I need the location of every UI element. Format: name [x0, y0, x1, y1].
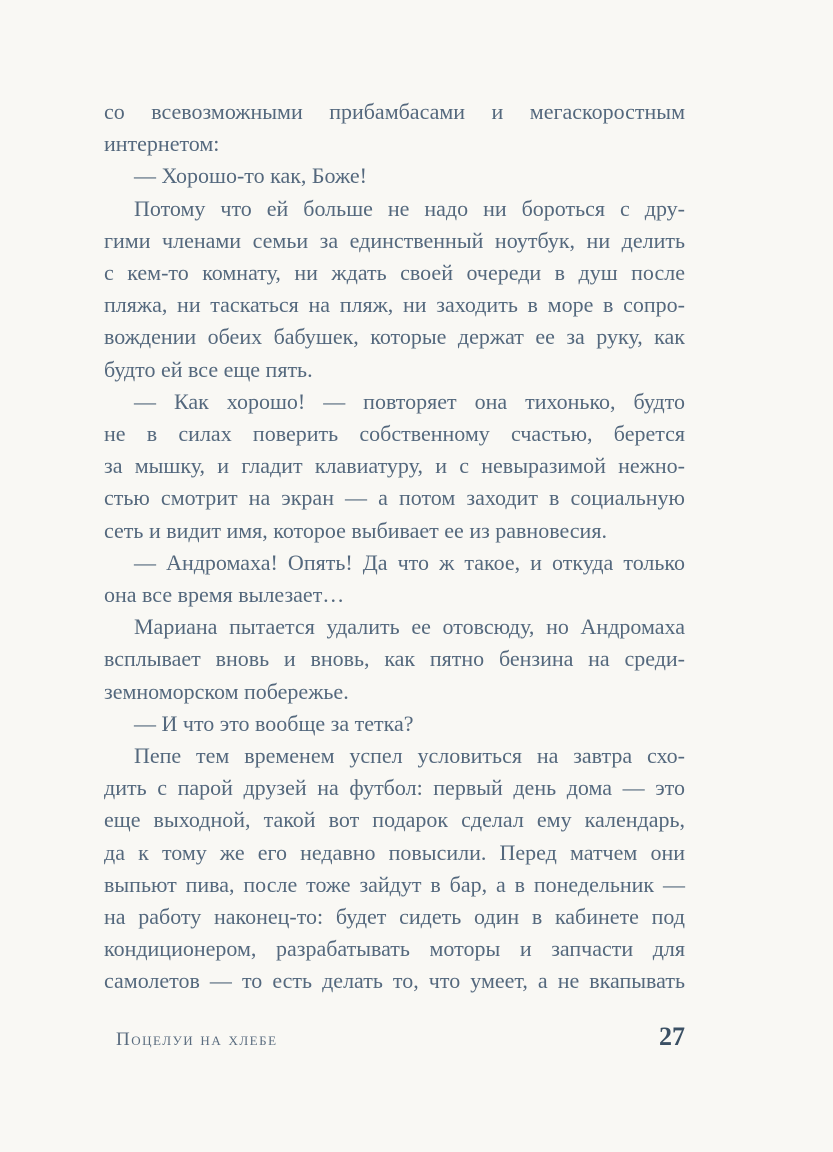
text-line: интернетом: [104, 131, 220, 157]
text-line: земноморском побережье. [104, 678, 349, 704]
page-number: 27 [659, 1022, 685, 1051]
text-line: да к тому же его недавно повысили. Перед матчем они [104, 839, 685, 865]
text-line: Мариана пытается удалить ее отовсюду, но Андромаха [134, 614, 685, 640]
text-line: сеть и видит имя, которое выбивает ее из равновесия. [104, 517, 607, 543]
text-line: Потому что ей больше не надо ни бороться с дру- [134, 195, 685, 221]
text-line: будто ей все еще пять. [104, 356, 313, 382]
text-line: пляжа, ни таскаться на пляж, ни заходить в море в сопро- [104, 292, 685, 318]
text-line: не в силах поверить собственному счастью, берется [104, 421, 685, 447]
text-line: на работу наконец-то: будет сидеть один в кабинете под [104, 904, 685, 930]
text-line: выпьют пива, после тоже зайдут в бар, а в понедельник — [104, 871, 685, 897]
text-line: самолетов — то есть делать то, что умеет, а не вкапывать [104, 968, 685, 994]
page-text-block [104, 96, 685, 998]
text-line: стью смотрит на экран — а потом заходит в социальную [104, 485, 685, 511]
text-line: гими членами семьи за единственный ноутбук, ни делить [104, 227, 685, 253]
text-line: еще выходной, такой вот подарок сделал ему календарь, [104, 807, 685, 833]
text-line: — Как хорошо! — повторяет она тихонько, будто [134, 388, 685, 414]
text-line: кондиционером, разрабатывать моторы и запчасти для [104, 936, 685, 962]
page-footer [116, 1022, 685, 1052]
running-title: Поцелуи на хлебе [116, 1029, 278, 1050]
text-line: со всевозможными прибамбасами и мегаскоростным [104, 99, 685, 124]
text-line: Пепе тем временем успел условиться на завтра схо- [134, 743, 685, 769]
text-line: всплывает вновь и вновь, как пятно бензина на среди- [104, 646, 685, 672]
text-line: — И что это вообще за тетка? [134, 710, 414, 736]
text-line: она все время вылезает… [104, 582, 345, 608]
text-line: с кем-то комнату, ни ждать своей очереди в душ после [104, 260, 685, 286]
text-line: за мышку, и гладит клавиатуру, и с невыразимой нежно- [104, 453, 685, 479]
text-line: — Хорошо-то как, Боже! [134, 163, 367, 189]
text-line: дить с парой друзей на футбол: первый день дома — это [104, 775, 685, 801]
text-line: вождении обеих бабушек, которые держат ее за руку, как [104, 324, 685, 350]
text-line: — Андромаха! Опять! Да что ж такое, и откуда только [134, 549, 685, 575]
